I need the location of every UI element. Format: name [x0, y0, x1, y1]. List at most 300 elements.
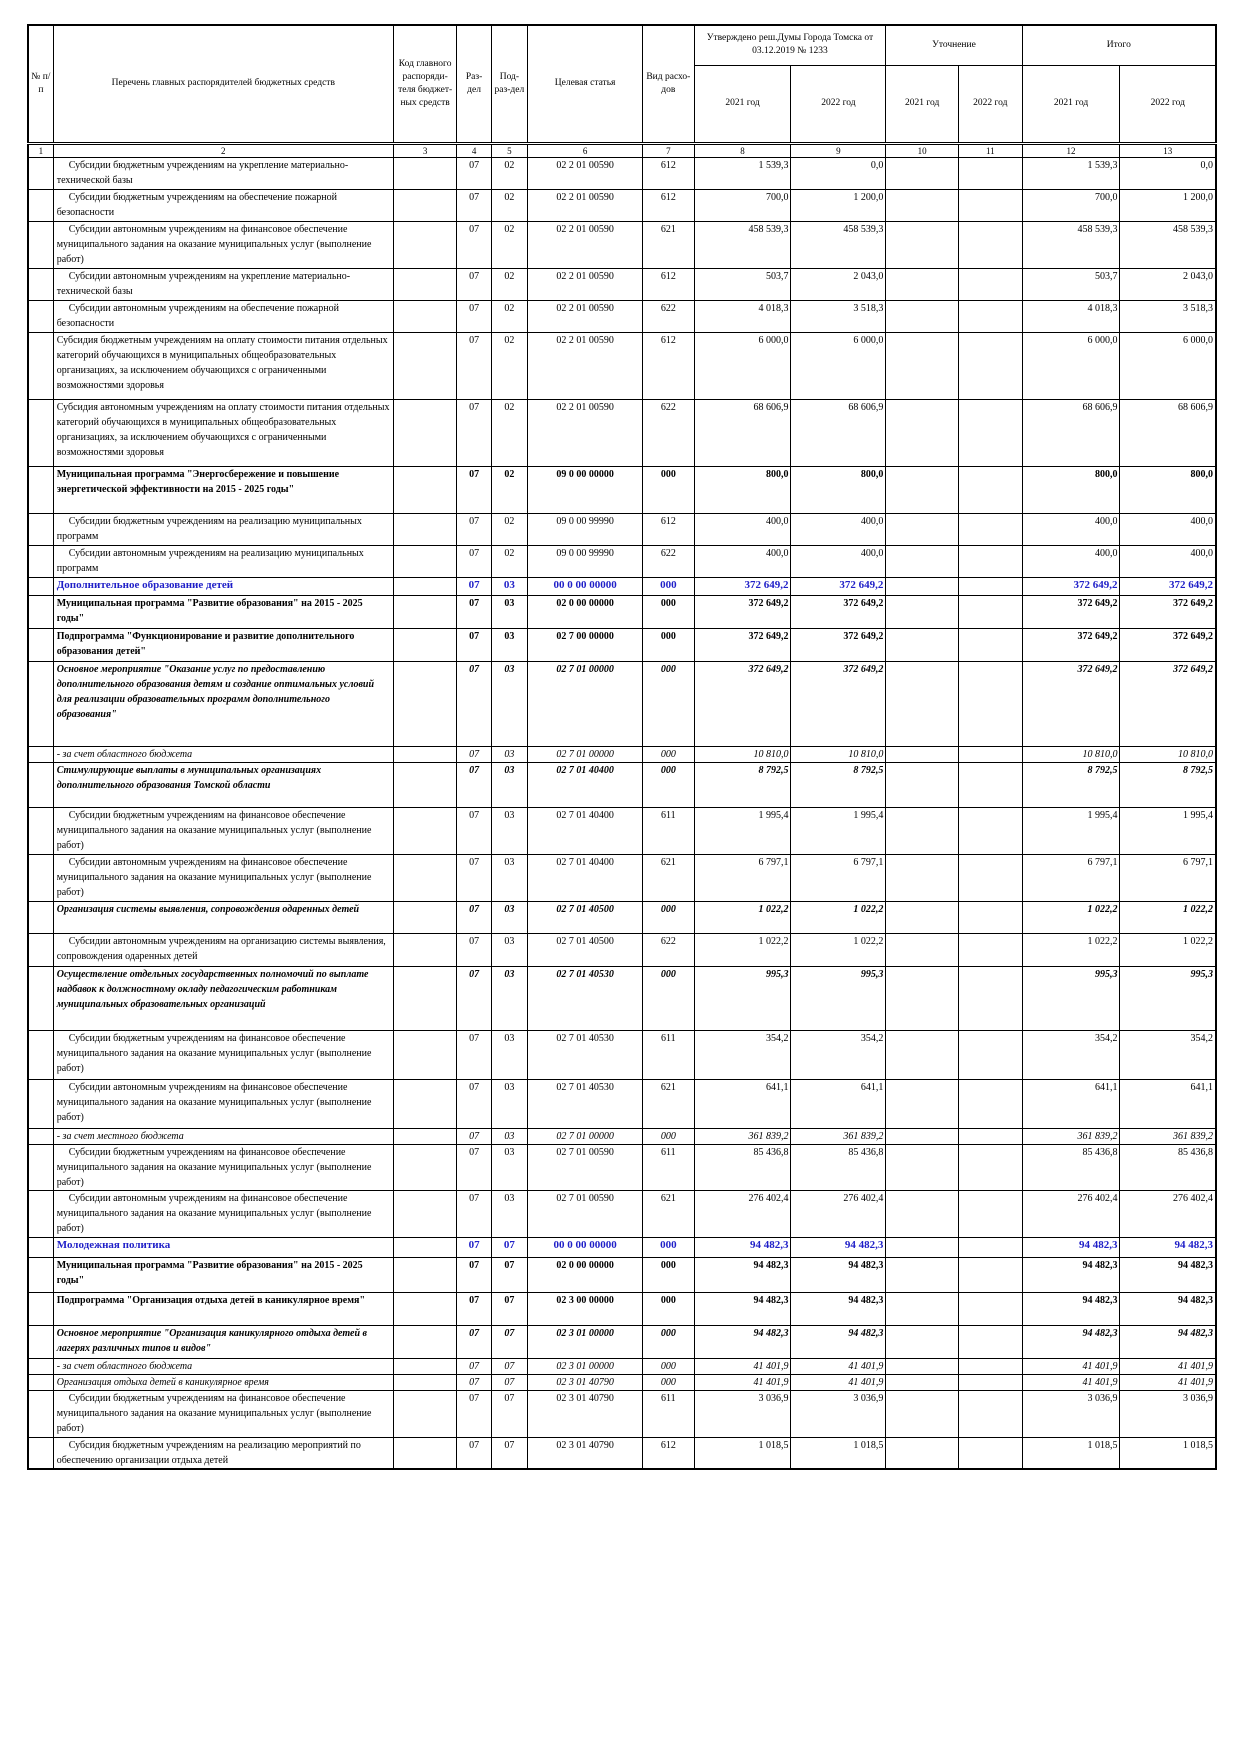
row-target-cell: 02 3 00 00000 [528, 1292, 643, 1325]
row-name-cell: Муниципальная программа "Развитие образования" на 2015 - 2025 годы" [53, 1257, 393, 1292]
row-number-cell [28, 300, 53, 332]
row-total-2022-cell: 1 022,2 [1120, 933, 1216, 966]
table-row [28, 268, 1216, 300]
row-total-2021-cell: 372 649,2 [1022, 577, 1120, 595]
row-name-cell: Субсидия автономным учреждениям на оплату стоимости питания отдельных категорий обучающихся в муниципальных общеобразовательных организациях, за исключением обучающихся с ограниченными возможностями здоровья [53, 399, 393, 466]
row-total-2022-cell: 372 649,2 [1120, 661, 1216, 746]
row-vid-cell: 000 [643, 746, 694, 762]
row-clarification-2022-cell [959, 577, 1023, 595]
row-podrazdel-cell: 02 [491, 545, 527, 577]
table-row [28, 1237, 1216, 1257]
table-row [28, 189, 1216, 221]
row-podrazdel-cell: 03 [491, 746, 527, 762]
row-code-cell [393, 1374, 457, 1390]
row-number-cell [28, 189, 53, 221]
row-total-2022-cell: 372 649,2 [1120, 577, 1216, 595]
row-clarification-2021-cell [886, 595, 959, 628]
row-number-cell [28, 1292, 53, 1325]
row-vid-cell: 612 [643, 157, 694, 189]
row-code-cell [393, 466, 457, 513]
row-number-cell [28, 332, 53, 399]
row-razdel-cell: 07 [457, 1437, 491, 1469]
row-razdel-cell: 07 [457, 1390, 491, 1437]
header-vid: Вид расхо-дов [643, 25, 694, 143]
row-total-2022-cell: 995,3 [1120, 966, 1216, 1030]
row-approved-2022-cell: 94 482,3 [791, 1237, 886, 1257]
row-target-cell: 02 7 01 00000 [528, 1128, 643, 1144]
row-podrazdel-cell: 02 [491, 332, 527, 399]
column-number: 3 [393, 143, 457, 157]
row-total-2021-cell: 1 995,4 [1022, 807, 1120, 854]
row-target-cell: 02 2 01 00590 [528, 399, 643, 466]
row-clarification-2021-cell [886, 746, 959, 762]
row-clarification-2022-cell [959, 189, 1023, 221]
row-name-cell: Субсидии автономным учреждениям на реализацию муниципальных программ [53, 545, 393, 577]
row-total-2022-cell: 68 606,9 [1120, 399, 1216, 466]
row-clarification-2022-cell [959, 1079, 1023, 1128]
row-approved-2021-cell: 400,0 [694, 513, 791, 545]
row-vid-cell: 612 [643, 332, 694, 399]
row-clarification-2022-cell [959, 762, 1023, 807]
row-approved-2022-cell: 6 797,1 [791, 854, 886, 901]
row-name-cell: Субсидии бюджетным учреждениям на финансовое обеспечение муниципального задания на оказание муниципальных услуг (выполнение работ) [53, 1030, 393, 1079]
row-clarification-2022-cell [959, 1325, 1023, 1358]
row-podrazdel-cell: 07 [491, 1325, 527, 1358]
row-target-cell: 02 7 01 00590 [528, 1190, 643, 1237]
row-razdel-cell: 07 [457, 545, 491, 577]
row-name-cell: - за счет местного бюджета [53, 1128, 393, 1144]
row-approved-2021-cell: 3 036,9 [694, 1390, 791, 1437]
row-code-cell [393, 332, 457, 399]
row-number-cell [28, 1128, 53, 1144]
row-approved-2022-cell: 3 518,3 [791, 300, 886, 332]
row-name-cell: Основное мероприятие "Оказание услуг по предоставлению дополнительного образования детям и создание оптимальных условий для реализации образовательных программ дополнительного образования" [53, 661, 393, 746]
row-podrazdel-cell: 02 [491, 513, 527, 545]
row-code-cell [393, 1325, 457, 1358]
row-total-2021-cell: 361 839,2 [1022, 1128, 1120, 1144]
row-target-cell: 02 7 01 40400 [528, 762, 643, 807]
row-total-2021-cell: 1 018,5 [1022, 1437, 1120, 1469]
row-vid-cell: 621 [643, 1190, 694, 1237]
row-number-cell [28, 854, 53, 901]
row-razdel-cell: 07 [457, 807, 491, 854]
row-total-2022-cell: 276 402,4 [1120, 1190, 1216, 1237]
row-approved-2021-cell: 458 539,3 [694, 221, 791, 268]
row-podrazdel-cell: 03 [491, 854, 527, 901]
row-code-cell [393, 268, 457, 300]
row-approved-2022-cell: 372 649,2 [791, 661, 886, 746]
row-number-cell [28, 1030, 53, 1079]
row-clarification-2021-cell [886, 661, 959, 746]
row-total-2022-cell: 94 482,3 [1120, 1325, 1216, 1358]
row-approved-2022-cell: 3 036,9 [791, 1390, 886, 1437]
row-clarification-2022-cell [959, 595, 1023, 628]
table-row [28, 545, 1216, 577]
row-total-2021-cell: 1 022,2 [1022, 901, 1120, 933]
row-number-cell [28, 661, 53, 746]
row-approved-2021-cell: 700,0 [694, 189, 791, 221]
row-target-cell: 02 2 01 00590 [528, 221, 643, 268]
row-podrazdel-cell: 03 [491, 661, 527, 746]
row-code-cell [393, 628, 457, 661]
row-razdel-cell: 07 [457, 1144, 491, 1190]
row-vid-cell: 000 [643, 1374, 694, 1390]
row-approved-2021-cell: 41 401,9 [694, 1358, 791, 1374]
row-podrazdel-cell: 03 [491, 1144, 527, 1190]
header-total: Итого [1022, 25, 1216, 65]
row-name-cell: Подпрограмма "Организация отдыха детей в каникулярное время" [53, 1292, 393, 1325]
row-approved-2022-cell: 94 482,3 [791, 1292, 886, 1325]
row-vid-cell: 612 [643, 513, 694, 545]
row-name-cell: Субсидия бюджетным учреждениям на оплату стоимости питания отдельных категорий обучающихся в муниципальных общеобразовательных организациях, за исключением обучающихся с ограниченными возможностями здоровья [53, 332, 393, 399]
row-vid-cell: 621 [643, 1079, 694, 1128]
row-vid-cell: 000 [643, 966, 694, 1030]
row-approved-2021-cell: 1 539,3 [694, 157, 791, 189]
row-approved-2022-cell: 372 649,2 [791, 595, 886, 628]
row-code-cell [393, 189, 457, 221]
budget-table-sheet [27, 24, 1217, 1470]
row-clarification-2022-cell [959, 1292, 1023, 1325]
header-clarification: Уточнение [886, 25, 1022, 65]
row-target-cell: 02 0 00 00000 [528, 1257, 643, 1292]
row-clarification-2022-cell [959, 1358, 1023, 1374]
row-approved-2021-cell: 354,2 [694, 1030, 791, 1079]
row-approved-2022-cell: 94 482,3 [791, 1257, 886, 1292]
row-approved-2022-cell: 68 606,9 [791, 399, 886, 466]
column-number: 13 [1120, 143, 1216, 157]
row-approved-2021-cell: 68 606,9 [694, 399, 791, 466]
header-approved: Утверждено реш.Думы Города Томска от 03.12.2019 № 1233 [694, 25, 886, 65]
row-vid-cell: 000 [643, 762, 694, 807]
table-row [28, 157, 1216, 189]
row-approved-2022-cell: 94 482,3 [791, 1325, 886, 1358]
row-razdel-cell: 07 [457, 300, 491, 332]
row-clarification-2021-cell [886, 966, 959, 1030]
row-total-2022-cell: 41 401,9 [1120, 1374, 1216, 1390]
row-code-cell [393, 513, 457, 545]
row-clarification-2022-cell [959, 1437, 1023, 1469]
row-razdel-cell: 07 [457, 933, 491, 966]
row-target-cell: 02 7 01 40400 [528, 854, 643, 901]
row-podrazdel-cell: 07 [491, 1374, 527, 1390]
row-clarification-2021-cell [886, 300, 959, 332]
row-podrazdel-cell: 02 [491, 300, 527, 332]
row-podrazdel-cell: 03 [491, 577, 527, 595]
row-total-2021-cell: 6 000,0 [1022, 332, 1120, 399]
column-number: 5 [491, 143, 527, 157]
row-code-cell [393, 221, 457, 268]
row-clarification-2022-cell [959, 901, 1023, 933]
row-number-cell [28, 1144, 53, 1190]
row-podrazdel-cell: 02 [491, 157, 527, 189]
table-row [28, 901, 1216, 933]
row-approved-2021-cell: 800,0 [694, 466, 791, 513]
row-code-cell [393, 399, 457, 466]
column-number: 6 [528, 143, 643, 157]
row-code-cell [393, 854, 457, 901]
row-target-cell: 02 2 01 00590 [528, 332, 643, 399]
row-approved-2022-cell: 10 810,0 [791, 746, 886, 762]
row-approved-2022-cell: 354,2 [791, 1030, 886, 1079]
row-podrazdel-cell: 07 [491, 1437, 527, 1469]
row-clarification-2021-cell [886, 1358, 959, 1374]
row-approved-2022-cell: 458 539,3 [791, 221, 886, 268]
row-target-cell: 02 7 01 40530 [528, 966, 643, 1030]
row-name-cell: Субсидии бюджетным учреждениям на реализацию муниципальных программ [53, 513, 393, 545]
row-number-cell [28, 1325, 53, 1358]
row-target-cell: 09 0 00 00000 [528, 466, 643, 513]
header-code: Код главного распоряди-теля бюджет-ных средств [393, 25, 457, 143]
row-approved-2022-cell: 800,0 [791, 466, 886, 513]
row-clarification-2021-cell [886, 577, 959, 595]
row-razdel-cell: 07 [457, 221, 491, 268]
column-number: 11 [959, 143, 1023, 157]
row-podrazdel-cell: 02 [491, 399, 527, 466]
row-podrazdel-cell: 03 [491, 807, 527, 854]
row-clarification-2022-cell [959, 1030, 1023, 1079]
row-vid-cell: 612 [643, 1437, 694, 1469]
row-vid-cell: 622 [643, 300, 694, 332]
row-clarification-2022-cell [959, 854, 1023, 901]
table-row [28, 628, 1216, 661]
row-approved-2021-cell: 1 022,2 [694, 933, 791, 966]
row-vid-cell: 000 [643, 1292, 694, 1325]
row-total-2021-cell: 700,0 [1022, 189, 1120, 221]
row-total-2022-cell: 372 649,2 [1120, 595, 1216, 628]
row-approved-2021-cell: 94 482,3 [694, 1237, 791, 1257]
row-vid-cell: 622 [643, 545, 694, 577]
row-vid-cell: 000 [643, 1358, 694, 1374]
table-row [28, 1358, 1216, 1374]
row-total-2021-cell: 6 797,1 [1022, 854, 1120, 901]
row-approved-2022-cell: 1 022,2 [791, 933, 886, 966]
row-podrazdel-cell: 03 [491, 901, 527, 933]
row-name-cell: Субсидии бюджетным учреждениям на финансовое обеспечение муниципального задания на оказание муниципальных услуг (выполнение работ) [53, 1144, 393, 1190]
row-code-cell [393, 1079, 457, 1128]
row-total-2021-cell: 354,2 [1022, 1030, 1120, 1079]
header-year: 2021 год [694, 65, 791, 143]
row-target-cell: 02 7 01 40530 [528, 1079, 643, 1128]
row-total-2021-cell: 94 482,3 [1022, 1237, 1120, 1257]
row-approved-2021-cell: 995,3 [694, 966, 791, 1030]
row-target-cell: 02 0 00 00000 [528, 595, 643, 628]
table-row [28, 966, 1216, 1030]
row-name-cell: Муниципальная программа "Энергосбережение и повышение энергетической эффективности на 2015 - 2025 годы" [53, 466, 393, 513]
row-approved-2022-cell: 276 402,4 [791, 1190, 886, 1237]
row-total-2021-cell: 10 810,0 [1022, 746, 1120, 762]
row-total-2022-cell: 3 036,9 [1120, 1390, 1216, 1437]
row-vid-cell: 000 [643, 595, 694, 628]
row-total-2022-cell: 800,0 [1120, 466, 1216, 513]
row-target-cell: 02 3 01 40790 [528, 1374, 643, 1390]
row-number-cell [28, 933, 53, 966]
table-row [28, 661, 1216, 746]
row-vid-cell: 611 [643, 807, 694, 854]
row-clarification-2021-cell [886, 189, 959, 221]
row-name-cell: Организация отдыха детей в каникулярное время [53, 1374, 393, 1390]
row-code-cell [393, 807, 457, 854]
row-code-cell [393, 1292, 457, 1325]
row-clarification-2021-cell [886, 545, 959, 577]
row-code-cell [393, 157, 457, 189]
row-podrazdel-cell: 07 [491, 1237, 527, 1257]
row-approved-2021-cell: 94 482,3 [694, 1325, 791, 1358]
row-total-2022-cell: 94 482,3 [1120, 1292, 1216, 1325]
row-clarification-2022-cell [959, 1390, 1023, 1437]
row-approved-2021-cell: 4 018,3 [694, 300, 791, 332]
row-target-cell: 02 2 01 00590 [528, 157, 643, 189]
row-name-cell: - за счет областного бюджета [53, 746, 393, 762]
row-podrazdel-cell: 03 [491, 628, 527, 661]
row-approved-2021-cell: 372 649,2 [694, 628, 791, 661]
row-total-2022-cell: 10 810,0 [1120, 746, 1216, 762]
row-approved-2021-cell: 372 649,2 [694, 661, 791, 746]
row-name-cell: Субсидии автономным учреждениям на организацию системы выявления, сопровождения одаренных детей [53, 933, 393, 966]
row-razdel-cell: 07 [457, 1358, 491, 1374]
row-approved-2021-cell: 641,1 [694, 1079, 791, 1128]
table-row [28, 1257, 1216, 1292]
row-name-cell: Дополнительное образование детей [53, 577, 393, 595]
column-number-row [28, 143, 1216, 157]
row-total-2022-cell: 0,0 [1120, 157, 1216, 189]
row-clarification-2022-cell [959, 221, 1023, 268]
row-total-2022-cell: 3 518,3 [1120, 300, 1216, 332]
row-name-cell: Стимулирующие выплаты в муниципальных организациях дополнительного образования Томской области [53, 762, 393, 807]
row-razdel-cell: 07 [457, 762, 491, 807]
row-total-2021-cell: 995,3 [1022, 966, 1120, 1030]
row-approved-2022-cell: 6 000,0 [791, 332, 886, 399]
row-podrazdel-cell: 03 [491, 933, 527, 966]
row-number-cell [28, 1437, 53, 1469]
row-podrazdel-cell: 03 [491, 966, 527, 1030]
row-clarification-2021-cell [886, 901, 959, 933]
row-code-cell [393, 933, 457, 966]
row-approved-2022-cell: 995,3 [791, 966, 886, 1030]
row-clarification-2021-cell [886, 399, 959, 466]
row-clarification-2022-cell [959, 1374, 1023, 1390]
row-approved-2022-cell: 0,0 [791, 157, 886, 189]
row-clarification-2021-cell [886, 1030, 959, 1079]
row-name-cell: Субсидии бюджетным учреждениям на обеспечение пожарной безопасности [53, 189, 393, 221]
row-target-cell: 02 7 01 40500 [528, 901, 643, 933]
row-clarification-2022-cell [959, 1144, 1023, 1190]
row-total-2022-cell: 400,0 [1120, 513, 1216, 545]
row-total-2021-cell: 85 436,8 [1022, 1144, 1120, 1190]
table-row [28, 1325, 1216, 1358]
row-number-cell [28, 1190, 53, 1237]
row-razdel-cell: 07 [457, 1325, 491, 1358]
row-clarification-2022-cell [959, 966, 1023, 1030]
table-row [28, 466, 1216, 513]
row-clarification-2021-cell [886, 1257, 959, 1292]
row-clarification-2021-cell [886, 1325, 959, 1358]
row-clarification-2021-cell [886, 933, 959, 966]
row-target-cell: 02 3 01 40790 [528, 1390, 643, 1437]
row-name-cell: Субсидия бюджетным учреждениям на реализацию мероприятий по обеспечению организации отдыха детей [53, 1437, 393, 1469]
row-vid-cell: 611 [643, 1390, 694, 1437]
table-row [28, 300, 1216, 332]
row-total-2021-cell: 458 539,3 [1022, 221, 1120, 268]
row-vid-cell: 000 [643, 1128, 694, 1144]
row-vid-cell: 622 [643, 933, 694, 966]
row-number-cell [28, 221, 53, 268]
row-target-cell: 02 7 01 00000 [528, 661, 643, 746]
row-target-cell: 02 2 01 00590 [528, 268, 643, 300]
row-name-cell: Молодежная политика [53, 1237, 393, 1257]
row-approved-2022-cell: 85 436,8 [791, 1144, 886, 1190]
row-total-2022-cell: 1 200,0 [1120, 189, 1216, 221]
row-approved-2022-cell: 400,0 [791, 513, 886, 545]
row-name-cell: - за счет областного бюджета [53, 1358, 393, 1374]
row-clarification-2022-cell [959, 466, 1023, 513]
row-razdel-cell: 07 [457, 268, 491, 300]
row-clarification-2021-cell [886, 466, 959, 513]
row-approved-2021-cell: 361 839,2 [694, 1128, 791, 1144]
row-total-2022-cell: 354,2 [1120, 1030, 1216, 1079]
row-number-cell [28, 628, 53, 661]
row-razdel-cell: 07 [457, 1257, 491, 1292]
row-number-cell [28, 157, 53, 189]
row-total-2021-cell: 400,0 [1022, 545, 1120, 577]
row-total-2021-cell: 400,0 [1022, 513, 1120, 545]
row-vid-cell: 612 [643, 268, 694, 300]
row-podrazdel-cell: 02 [491, 268, 527, 300]
row-razdel-cell: 07 [457, 1190, 491, 1237]
row-clarification-2021-cell [886, 1128, 959, 1144]
table-row [28, 1144, 1216, 1190]
row-target-cell: 00 0 00 00000 [528, 1237, 643, 1257]
row-podrazdel-cell: 03 [491, 762, 527, 807]
table-row [28, 1390, 1216, 1437]
row-name-cell: Субсидии автономным учреждениям на финансовое обеспечение муниципального задания на оказание муниципальных услуг (выполнение работ) [53, 1190, 393, 1237]
row-total-2021-cell: 372 649,2 [1022, 628, 1120, 661]
row-clarification-2021-cell [886, 332, 959, 399]
row-number-cell [28, 1079, 53, 1128]
header-num: № п/п [28, 25, 53, 143]
budget-table [27, 24, 1217, 1470]
row-podrazdel-cell: 07 [491, 1358, 527, 1374]
row-clarification-2021-cell [886, 157, 959, 189]
row-razdel-cell: 07 [457, 157, 491, 189]
row-number-cell [28, 1237, 53, 1257]
row-approved-2022-cell: 2 043,0 [791, 268, 886, 300]
row-razdel-cell: 07 [457, 746, 491, 762]
row-code-cell [393, 746, 457, 762]
row-total-2022-cell: 2 043,0 [1120, 268, 1216, 300]
row-approved-2022-cell: 641,1 [791, 1079, 886, 1128]
row-podrazdel-cell: 07 [491, 1257, 527, 1292]
row-podrazdel-cell: 03 [491, 595, 527, 628]
row-total-2021-cell: 94 482,3 [1022, 1257, 1120, 1292]
row-number-cell [28, 762, 53, 807]
table-row [28, 1030, 1216, 1079]
row-vid-cell: 621 [643, 854, 694, 901]
row-razdel-cell: 07 [457, 1237, 491, 1257]
row-clarification-2021-cell [886, 1437, 959, 1469]
table-row [28, 746, 1216, 762]
row-podrazdel-cell: 03 [491, 1030, 527, 1079]
row-total-2022-cell: 361 839,2 [1120, 1128, 1216, 1144]
row-target-cell: 09 0 00 99990 [528, 545, 643, 577]
table-row [28, 1128, 1216, 1144]
row-target-cell: 02 3 01 40790 [528, 1437, 643, 1469]
row-clarification-2021-cell [886, 628, 959, 661]
row-clarification-2021-cell [886, 221, 959, 268]
row-number-cell [28, 1358, 53, 1374]
row-number-cell [28, 1257, 53, 1292]
row-clarification-2022-cell [959, 513, 1023, 545]
row-approved-2022-cell: 41 401,9 [791, 1358, 886, 1374]
